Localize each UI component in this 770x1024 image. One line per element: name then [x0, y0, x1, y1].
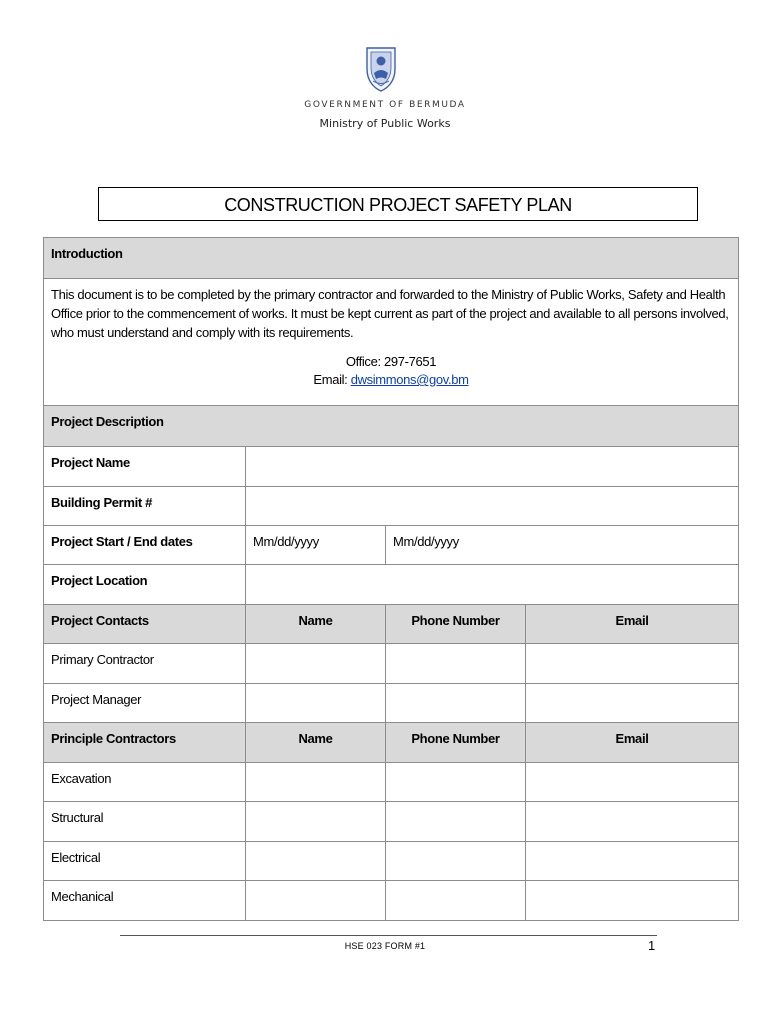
footer-divider [120, 935, 657, 936]
building-permit-row [44, 487, 739, 526]
government-crest-icon [364, 45, 398, 93]
project-contacts-heading: Project Contacts [44, 605, 246, 644]
contractor-trade-label: Mechanical [44, 881, 246, 921]
contractor-phone-field[interactable] [386, 842, 526, 881]
project-dates-label: Project Start / End dates [44, 526, 246, 565]
office-phone: Office: 297-7651 [345, 354, 437, 369]
introduction-heading: Introduction [44, 238, 739, 279]
contractor-email-field[interactable] [526, 763, 739, 802]
contact-role-label: Primary Contractor [44, 644, 246, 684]
contractor-trade-label: Excavation [44, 763, 246, 802]
project-location-label: Project Location [44, 565, 246, 605]
contact-name-field[interactable] [246, 644, 386, 684]
table-row [44, 763, 739, 802]
project-location-row [44, 565, 739, 605]
contractor-phone-field[interactable] [386, 881, 526, 921]
introduction-body-row [44, 279, 739, 406]
email-label: Email: [313, 372, 351, 387]
contacts-phone-column: Phone Number [386, 605, 526, 644]
building-permit-label: Building Permit # [44, 487, 246, 526]
contacts-name-column: Name [246, 605, 386, 644]
contact-phone-field[interactable] [386, 684, 526, 723]
project-name-field[interactable] [246, 447, 739, 487]
project-name-label: Project Name [44, 447, 246, 487]
contacts-email-column: Email [526, 605, 739, 644]
project-end-date-field[interactable]: Mm/dd/yyyy [386, 526, 739, 565]
contractor-name-field[interactable] [246, 802, 386, 842]
email-link[interactable]: dwsimmons@gov.bm [350, 372, 469, 387]
project-description-header-row [44, 406, 739, 447]
contractors-phone-column: Phone Number [386, 723, 526, 763]
contact-name-field[interactable] [246, 684, 386, 723]
principle-contractors-header-row [44, 723, 739, 763]
project-location-field[interactable] [246, 565, 739, 605]
document-title: CONSTRUCTION PROJECT SAFETY PLAN [98, 187, 698, 221]
project-start-date-field[interactable]: Mm/dd/yyyy [246, 526, 386, 565]
safety-plan-form [43, 237, 739, 921]
introduction-cell [44, 279, 739, 406]
building-permit-field[interactable] [246, 487, 739, 526]
project-contacts-header-row [44, 605, 739, 644]
contractor-trade-label: Electrical [44, 842, 246, 881]
contractor-trade-label: Structural [44, 802, 246, 842]
contact-role-label: Project Manager [44, 684, 246, 723]
introduction-header-row [44, 238, 739, 279]
contractor-email-field[interactable] [526, 842, 739, 881]
contractor-name-field[interactable] [246, 842, 386, 881]
contact-phone-field[interactable] [386, 644, 526, 684]
contractors-email-column: Email [526, 723, 739, 763]
project-description-heading: Project Description [44, 406, 739, 447]
contractor-email-field[interactable] [526, 881, 739, 921]
contractor-phone-field[interactable] [386, 802, 526, 842]
contractor-name-field[interactable] [246, 763, 386, 802]
government-name: GOVERNMENT OF BERMUDA [304, 100, 466, 110]
form-id: HSE 023 FORM #1 [344, 941, 426, 951]
contact-email-field[interactable] [526, 644, 739, 684]
email-line [51, 371, 731, 389]
contractors-name-column: Name [246, 723, 386, 763]
contractor-email-field[interactable] [526, 802, 739, 842]
page-number: 1 [648, 938, 656, 953]
principle-contractors-heading: Principle Contractors [44, 723, 246, 763]
table-row [44, 881, 739, 921]
contractor-name-field[interactable] [246, 881, 386, 921]
ministry-name: Ministry of Public Works [319, 117, 451, 130]
project-name-row [44, 447, 739, 487]
contractor-phone-field[interactable] [386, 763, 526, 802]
table-row [44, 842, 739, 881]
table-row [44, 684, 739, 723]
project-dates-row [44, 526, 739, 565]
contact-email-field[interactable] [526, 684, 739, 723]
table-row [44, 644, 739, 684]
table-row [44, 802, 739, 842]
introduction-text: This document is to be completed by the primary contractor and forwarded to the Ministry of Public Works, Safety and Health Office prior to the commencement of works. It must be kept current as part of the project and available to all persons involved, who must understand and comply with its requirements. [51, 287, 729, 340]
contact-info [51, 353, 731, 389]
